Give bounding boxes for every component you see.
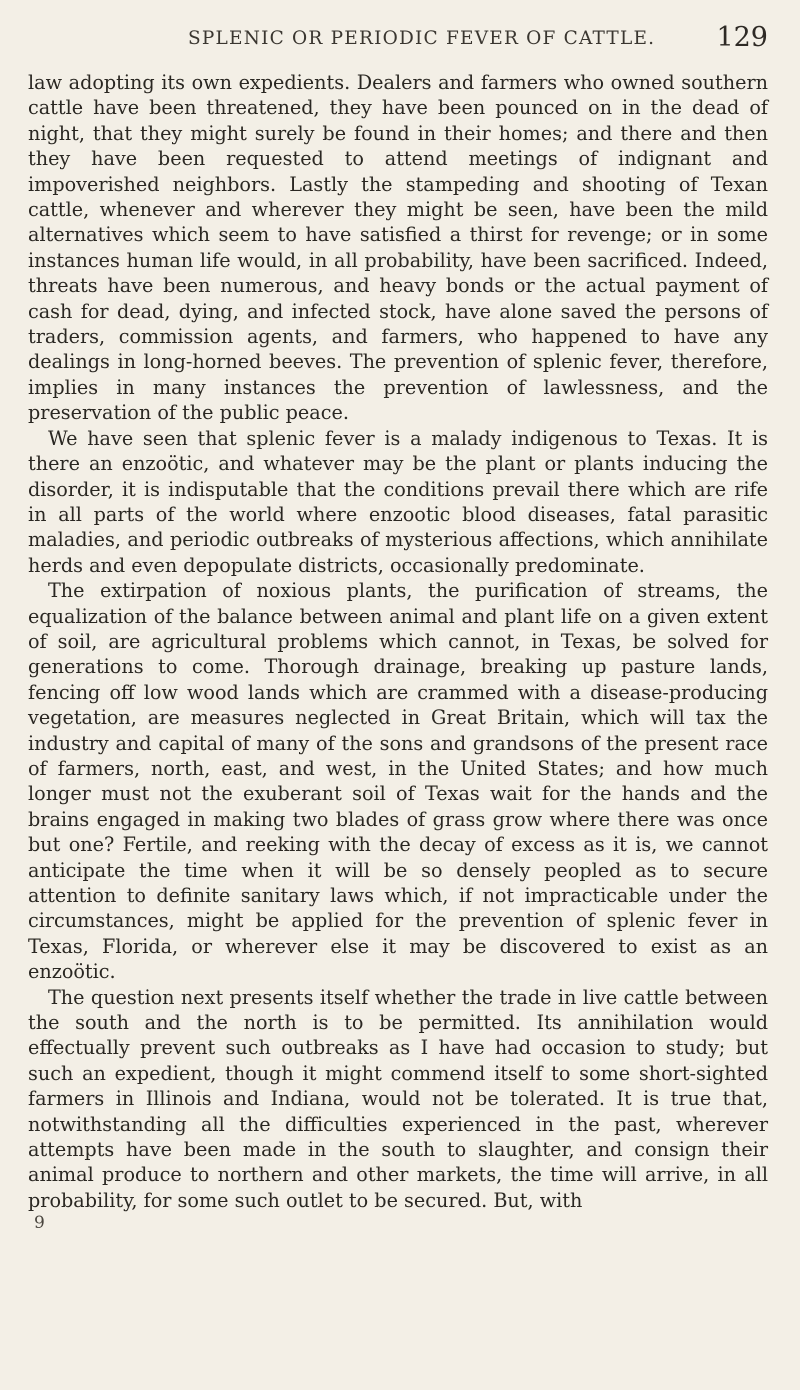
page-header	[28, 20, 768, 56]
body-text	[28, 70, 768, 1213]
paragraph: The extirpation of noxious plants, the purification of streams, the equalization of the balance between animal and plant life on a given extent of soil, are agricultural problems which cannot, in Texas, be solved for generations to come. Thorough drainage, breaking up pasture lands, fencing off low wood lands which are crammed with a disease-producing vegetation, are measures neglected in Great Britain, which will tax the industry and capital of many of the sons and grandsons of the present race of farmers, north, east, and west, in the United States; and how much longer must not the exuberant soil of Texas wait for the hands and the brains engaged in making two blades of grass grow where there was once but one? Fertile, and reeking with the decay of excess as it is, we cannot anticipate the time when it will be so densely peopled as to secure attention to definite sanitary laws which, if not impracticable under the circumstances, might be applied for the prevention of splenic fever in Texas, Florida, or wherever else it may be discovered to exist as an enzoötic.	[28, 579, 768, 984]
paragraph: We have seen that splenic fever is a malady indigenous to Texas. It is there an enzoötic, and whatever may be the plant or plants inducing the disorder, it is indisputable that the conditions prevail there which are rife in all parts of the world where enzootic blood diseases, fatal parasitic maladies, and periodic outbreaks of mysterious affections, which annihilate herds and even depopulate districts, occasionally predominate.	[28, 426, 768, 577]
signature-mark: 9	[34, 1213, 45, 1234]
running-head: SPLENIC OR PERIODIC FEVER OF CATTLE.	[188, 28, 656, 49]
page-number: 129	[716, 22, 768, 53]
paragraph: law adopting its own expedients. Dealers and farmers who owned southern cattle have been threatened, they have been pounced on in the dead of night, that they might surely be found in their homes; and there and then they have been requested to attend meetings of indignant and impoverished neighbors. Lastly the stampeding and shooting of Texan cattle, whenever and wherever they might be seen, have been the mild alternatives which seem to have satisfied a thirst for revenge; or in some instances human life would, in all probability, have been sacrificed. Indeed, threats have been numerous, and heavy bonds or the actual payment of cash for dead, dying, and infected stock, have alone saved the persons of traders, commission agents, and farmers, who happened to have any dealings in long-horned beeves. The prevention of splenic fever, therefore, implies in many instances the prevention of lawlessness, and the preservation of the public peace.	[28, 71, 768, 425]
paragraph: The question next presents itself whether the trade in live cattle between the south and the north is to be permitted. Its annihilation would effectually prevent such outbreaks as I have had occasion to study; but such an expedient, though it might commend itself to some short-sighted farmers in Illinois and Indiana, would not be tolerated. It is true that, notwithstanding all the difficulties experienced in the past, wherever attempts have been made in the south to slaughter, and consign their animal produce to northern and other markets, the time will arrive, in all probability, for some such outlet to be secured. But, with	[28, 985, 768, 1212]
